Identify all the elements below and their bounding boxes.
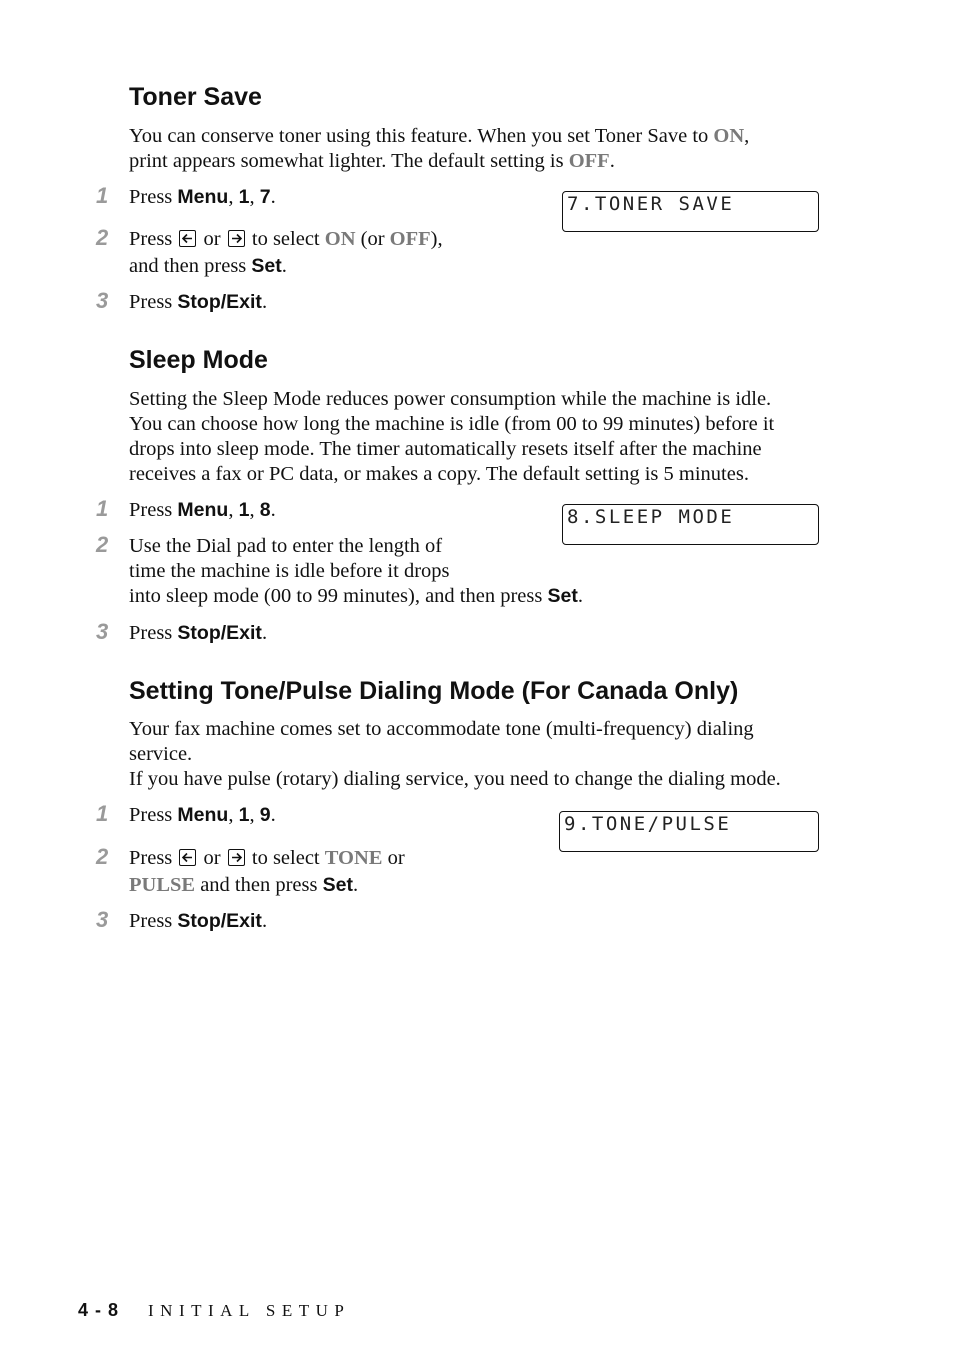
toner-step-3 [129,290,267,315]
step-number: 1 [96,801,109,826]
tone-pulse-intro [129,717,781,792]
toner-step-1 [129,185,276,210]
intro-line: Setting the Sleep Mode reduces power consumption while the machine is idle. [129,388,772,410]
intro-line: Your fax machine comes set to accommodate tone (multi-frequency) dialing [129,718,754,740]
sleep-step-2 [129,534,583,609]
left-arrow-key-icon [179,849,196,866]
lcd-display-sleep-mode [562,504,819,545]
step-text: (or [355,228,390,250]
lcd-text: 8.SLEEP MODE [567,506,735,528]
key-label: 9 [259,804,271,826]
right-arrow-key-icon [228,230,245,247]
option-off: OFF [389,228,431,250]
toner-step-2 [129,227,443,279]
option-tone: TONE [324,847,383,869]
step-text: and then press [129,255,252,277]
menu-key-label: Menu [177,499,229,521]
step-text: Press [129,910,178,932]
step-text: . [261,910,268,932]
tone-step-1 [129,803,276,828]
step-text: . [261,622,268,644]
stop-exit-key-label: Stop/Exit [177,910,262,932]
step-text: , [249,499,260,521]
right-arrow-key-icon [228,849,245,866]
lcd-display-toner-save [562,191,819,232]
step-text: . [270,499,276,521]
step-text: ), [430,228,443,250]
step-text: or [382,847,405,869]
intro-line: service. [129,743,193,765]
set-key-label: Set [322,874,353,896]
intro-text: . [609,150,615,172]
lcd-text: 9.TONE/PULSE [564,813,732,835]
step-text: to select [246,847,325,869]
sleep-mode-intro [129,387,774,487]
step-text: or [198,847,226,869]
step-text: to select [246,228,325,250]
stop-exit-key-label: Stop/Exit [177,291,262,313]
intro-text: , [744,125,750,147]
step-text: Press [129,291,178,313]
intro-text: You can conserve toner using this feature. When you set Toner Save to [129,125,714,147]
step-number: 3 [96,288,109,313]
step-text: . [261,291,268,313]
stop-exit-key-label: Stop/Exit [177,622,262,644]
step-text: Press [129,186,178,208]
section-heading-tone-pulse: Setting Tone/Pulse Dialing Mode (For Canada Only) [129,677,739,705]
sleep-step-1 [129,498,276,523]
step-number: 1 [96,183,109,208]
menu-key-label: Menu [177,804,229,826]
step-text: . [281,255,287,277]
option-on: ON [713,125,745,147]
section-heading-toner-save: Toner Save [129,83,262,111]
step-text: , [249,804,260,826]
left-arrow-key-icon [179,230,196,247]
step-text: . [270,186,276,208]
set-key-label: Set [547,585,578,607]
key-label: 8 [259,499,271,521]
tone-step-2 [129,846,405,898]
step-number: 3 [96,619,109,644]
step-number: 2 [96,844,109,869]
option-off: OFF [568,150,610,172]
tone-step-3 [129,909,267,934]
lcd-display-tone-pulse [559,811,819,852]
step-text: Press [129,499,178,521]
intro-line: drops into sleep mode. The timer automatically resets itself after the machine [129,438,762,460]
step-text: Use the Dial pad to enter the length of [129,535,443,557]
step-text: Press [129,847,178,869]
step-text: Press [129,228,178,250]
step-text: time the machine is idle before it drops [129,560,450,582]
intro-text: print appears somewhat lighter. The default setting is [129,150,569,172]
step-number: 1 [96,496,109,521]
step-number: 2 [96,225,109,250]
step-text: into sleep mode (00 to 99 minutes), and then press [129,585,548,607]
step-number: 2 [96,532,109,557]
footer-chapter-title: INITIAL SETUP [148,1301,351,1320]
page-number: 4 - 8 [78,1300,120,1320]
menu-key-label: Menu [177,186,229,208]
step-number: 3 [96,907,109,932]
step-text: and then press [195,874,323,896]
option-pulse: PULSE [129,874,196,896]
key-label: 1 [238,499,250,521]
key-label: 7 [259,186,271,208]
set-key-label: Set [251,255,282,277]
step-text: Press [129,622,178,644]
step-text: , [228,499,239,521]
lcd-text: 7.TONER SAVE [567,193,735,215]
toner-save-intro [129,124,749,174]
step-text: . [577,585,583,607]
step-text: Press [129,804,178,826]
key-label: 1 [238,804,250,826]
step-text: , [228,186,239,208]
sleep-step-3 [129,621,267,646]
step-text: . [270,804,276,826]
step-text: , [228,804,239,826]
step-text: . [352,874,359,896]
step-text: or [198,228,226,250]
option-on: ON [324,228,356,250]
intro-line: You can choose how long the machine is idle (from 00 to 99 minutes) before it [129,413,775,435]
intro-line: receives a fax or PC data, or makes a copy. The default setting is 5 minutes. [129,463,749,485]
intro-line: If you have pulse (rotary) dialing service, you need to change the dialing mode. [129,768,781,790]
key-label: 1 [238,186,250,208]
step-text: , [249,186,260,208]
section-heading-sleep-mode: Sleep Mode [129,346,268,374]
